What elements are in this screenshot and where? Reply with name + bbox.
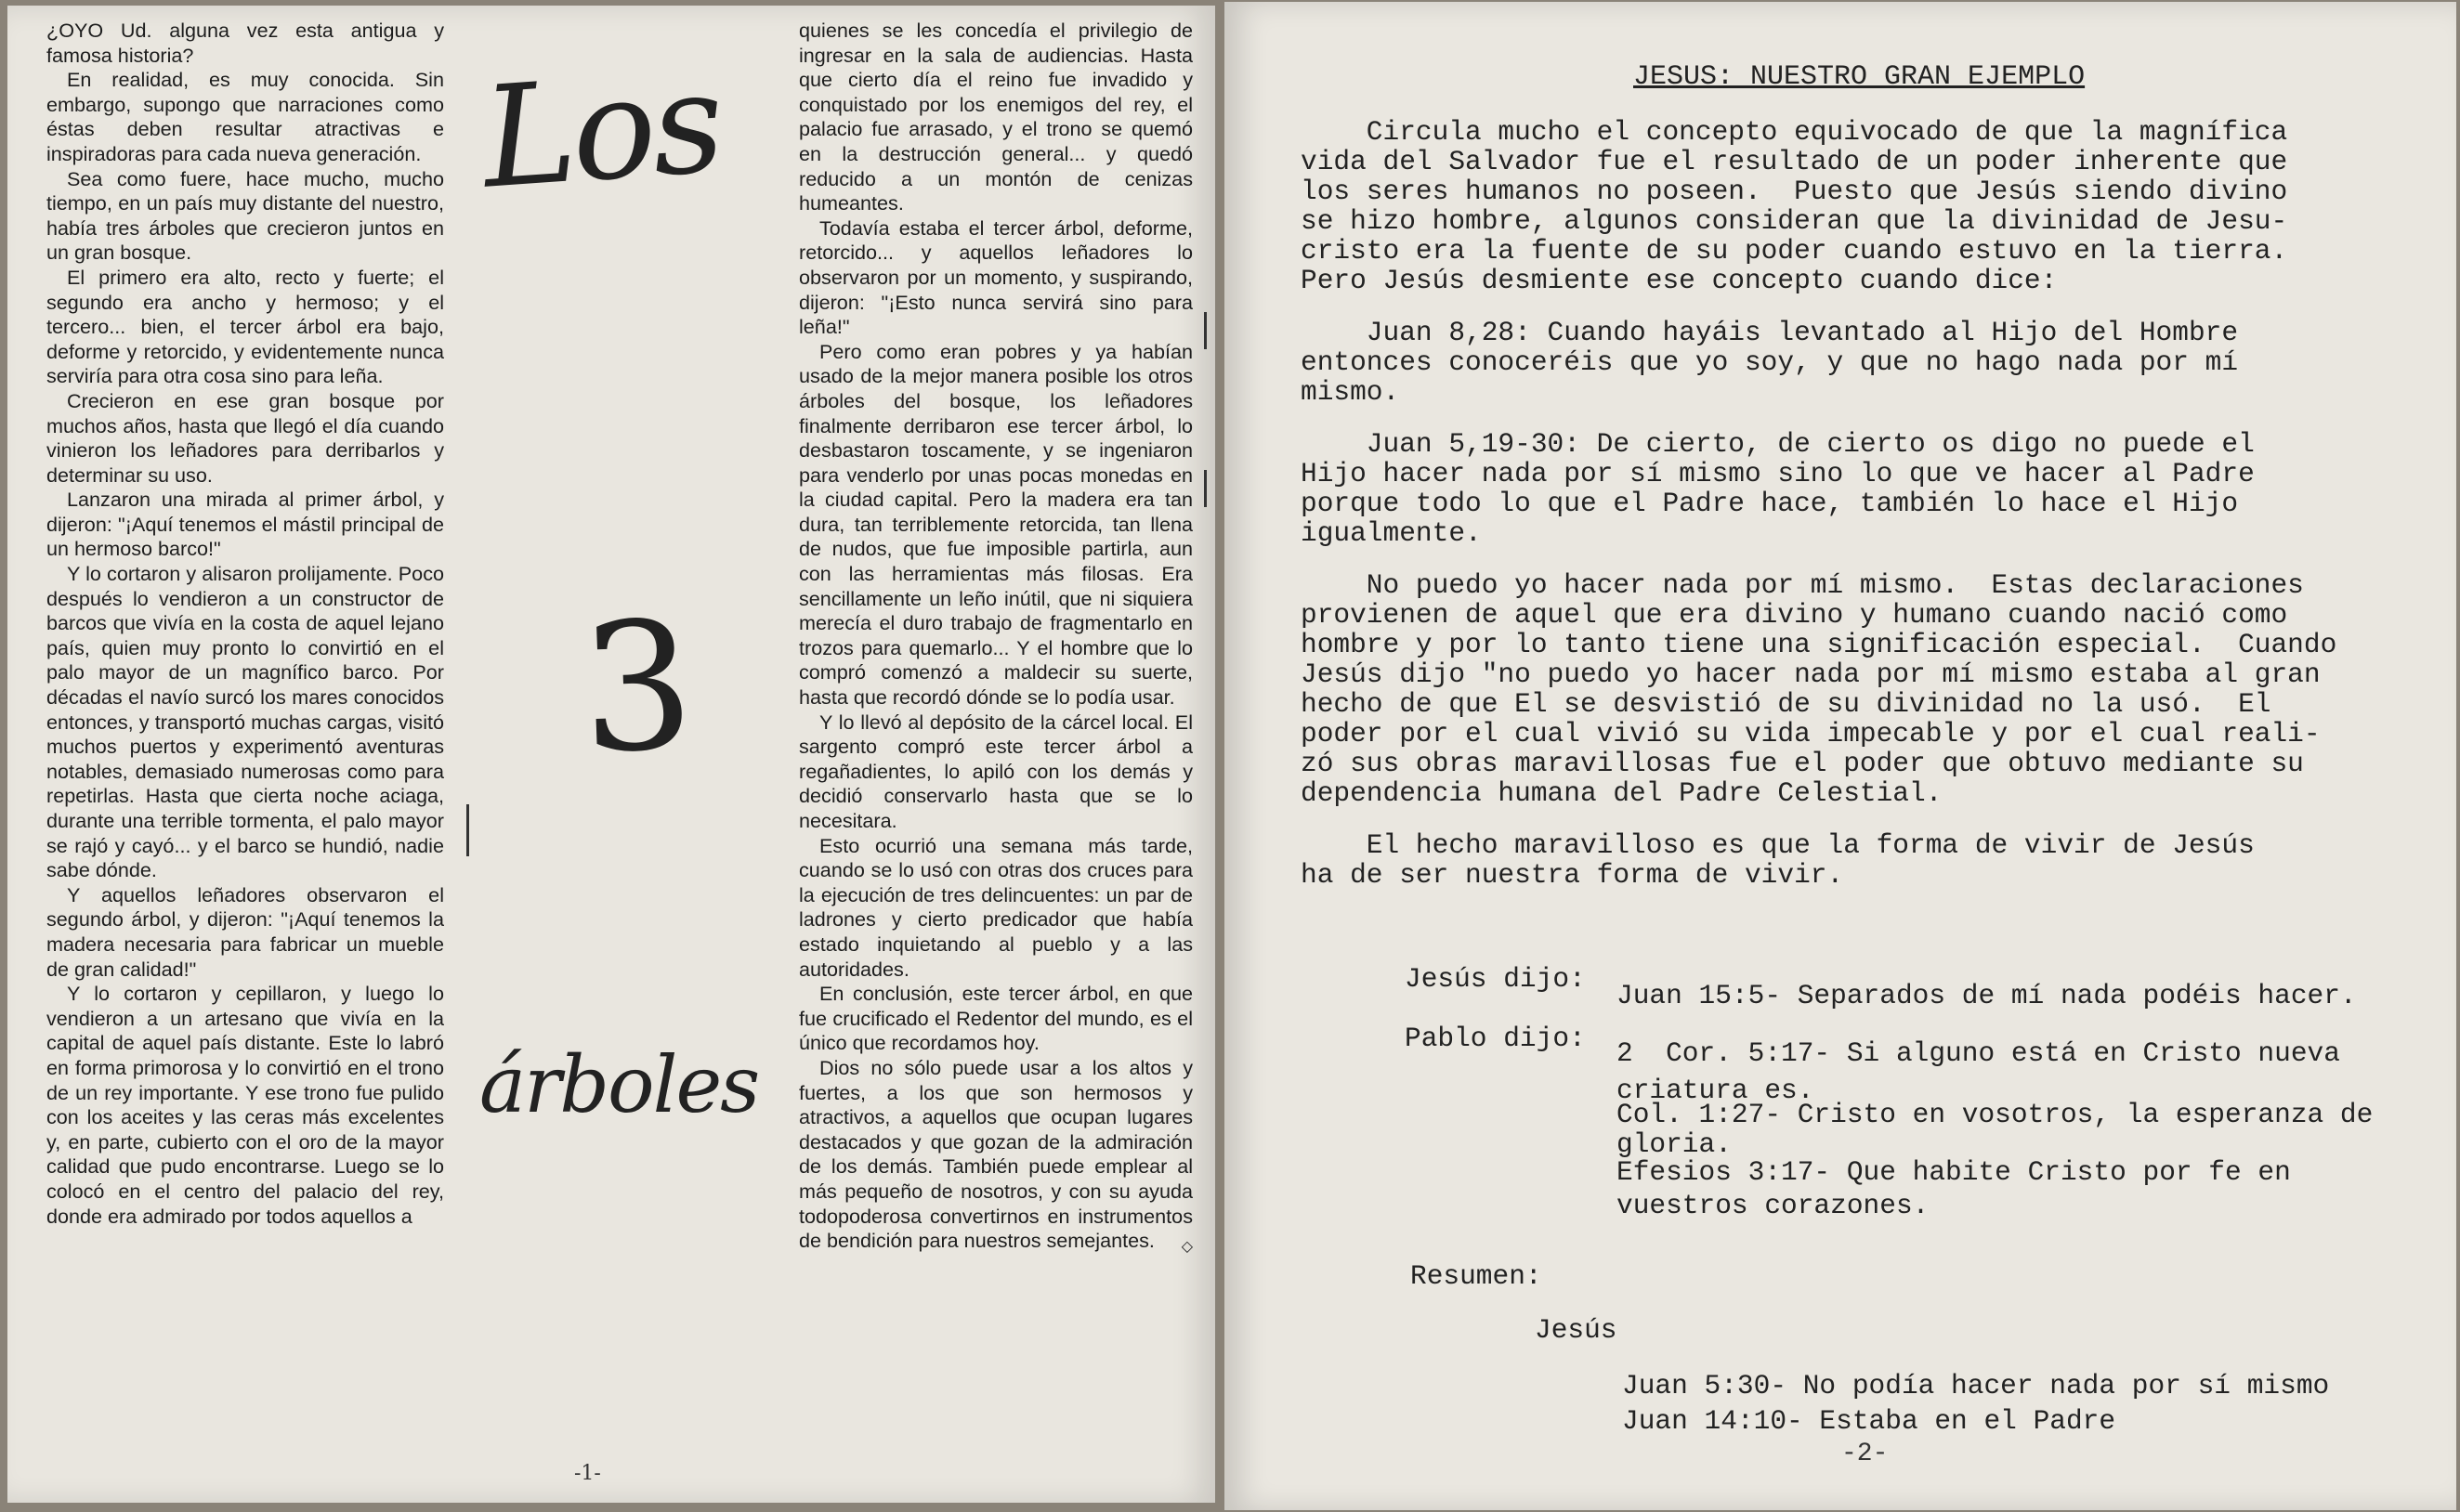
quote-line: Juan 15:5- Separados de mí nada podéis hacer. [1616, 980, 2357, 1011]
margin-mark [1204, 312, 1207, 349]
paragraph: Y aquellos leñadores observaron el segundo árbol, y dijeron: "¡Aquí tenemos la madera necesaria para fabricar un mueble de gran calidad!" [46, 882, 444, 981]
quote-line: Efesios 3:17- Que habite Cristo por fe en [1616, 1156, 2291, 1188]
text-line: Jesús dijo "no puedo yo hacer nada por mí mismo estaba al gran [1301, 658, 2321, 690]
paragraph: El primero era alto, recto y fuerte; el segundo era ancho y hermoso; y el tercero... bien, el tercer árbol era bajo, deforme y retorcido, y evidentemente nunca serviría para otra cosa sino para leña. [46, 265, 444, 388]
paragraph: ¿OYO Ud. alguna vez esta antigua y famosa historia? [46, 19, 444, 67]
paragraph: Y lo cortaron y cepillaron, y luego lo vendieron a un artesano que vivía en la capital de aquel país distante. Este lo labró en forma primorosa y lo convirtió en el trono de un rey importante. Y ese trono fue pulido con los aceites y las ceras más excelentes y, en parte, cubierto con el oro de la mayor calidad que pudo encontrarse. Luego se lo colocó en el centro del palacio del rey, donde era admirado por todos aquellos a [46, 982, 444, 1228]
left-column [46, 19, 444, 1229]
text-line: poder por el cual vivió su vida impecable y por el cual reali- [1301, 718, 2321, 749]
margin-mark [1204, 470, 1207, 507]
right-column [799, 19, 1193, 1259]
text-line: se hizo hombre, algunos consideran que la divinidad de Jesu- [1301, 205, 2288, 237]
text-line: los seres humanos no poseen. Puesto que Jesús siendo divino [1301, 176, 2288, 207]
text-line: Juan 5,19-30: De cierto, de cierto os digo no puede el [1301, 428, 2255, 460]
title-word-los: Los [478, 42, 726, 220]
paragraph: Crecieron en ese gran bosque por muchos años, hasta que llegó el día cuando vinieron los leñadores para derribarlos y determinar su uso. [46, 388, 444, 487]
end-mark-icon: ◇ [1181, 1238, 1193, 1255]
quote-speaker: Pablo dijo: [1405, 1023, 1586, 1054]
page-number: -1- [574, 1462, 601, 1485]
right-page [1224, 2, 2456, 1510]
paragraph: Y lo llevó al depósito de la cárcel local. El sargento compró este tercer árbol a regañadientes, lo apiló con los demás y decidió conservarlo hasta que se lo necesitara. [799, 710, 1193, 832]
quote-line: Col. 1:27- Cristo en vosotros, la esperanza de [1616, 1099, 2374, 1130]
text-line: zó sus obras maravillosas fue el poder que obtuvo mediante su [1301, 748, 2304, 779]
text-line: Circula mucho el concepto equivocado de que la magnífica [1301, 116, 2288, 148]
paragraph: Sea como fuere, hace mucho, mucho tiempo, en un país muy distante del nuestro, había tres árboles que crecieron juntos en un gran bosque. [46, 166, 444, 265]
text-line: No puedo yo hacer nada por mí mismo. Estas declaraciones [1301, 569, 2304, 601]
summary-line: Juan 5:30- No podía hacer nada por sí mismo [1622, 1370, 2330, 1401]
text-line: vida del Salvador fue el resultado de un poder inherente que [1301, 146, 2288, 177]
text-line: hombre y por lo tanto tiene una significación especial. Cuando [1301, 629, 2337, 660]
quote-line: vuestros corazones. [1616, 1190, 1930, 1221]
text-line: Pero Jesús desmiente ese concepto cuando dice: [1301, 265, 2058, 296]
title-word-arboles: árboles [479, 1039, 759, 1130]
paragraph: Y lo cortaron y alisaron prolijamente. Poco después lo vendieron a un constructor de barcos que vivía en la costa de aquel lejano país, quien muy pronto lo convirtió en el palo mayor de un magnífico barco. Por décadas el navío surcó los mares conocidos entonces, y transportó muchas cargas, visitó muchos puertos y experimentó aventuras notables, demasiado numerosas como para repetirlas. Hasta que cierta noche aciaga, durante una terrible tormenta, el palo mayor se rajó y cayó... y el barco se hundió, nadie sabe dónde. [46, 562, 444, 882]
paragraph: quienes se les concedía el privilegio de ingresar en la sala de audiencias. Hasta que cierto día el reino fue invadido y conquistado por los enemigos del rey, el palacio fue arrasado, y el trono se quemó en la destrucción general... y quedó reducido a un montón de cenizas humeantes. [799, 19, 1193, 215]
text-line: entonces conoceréis que yo soy, y que no hago nada por mí [1301, 346, 2239, 378]
text-line: El hecho maravilloso es que la forma de vivir de Jesús [1301, 829, 2255, 861]
margin-mark [466, 804, 469, 856]
text-line: hecho de que El se desvistió de su divinidad no la usó. El [1301, 688, 2271, 720]
summary-label: Resumen: [1410, 1260, 1542, 1292]
blank-line [1301, 808, 2336, 830]
paragraph: Esto ocurrió una semana más tarde, cuando se lo usó con otras dos cruces para la ejecución de tres delincuentes: un par de ladrones y cierto predicador que había estado inquietando al pueblo y a las autoridades. [799, 833, 1193, 981]
title-number: 3 [578, 582, 698, 793]
blank-line [1301, 295, 2336, 318]
paragraph: En conclusión, este tercer árbol, en que fue crucificado el Redentor del mundo, es el único que recordamos hoy. [799, 982, 1193, 1055]
paragraph: Lanzaron una mirada al primer árbol, y dijeron: "¡Aquí tenemos el mástil principal de un hermoso barco!" [46, 488, 444, 561]
text-line: Juan 8,28: Cuando hayáis levantado al Hijo del Hombre [1301, 317, 2239, 348]
paragraph: Todavía estaba el tercer árbol, deforme, retorcido... y aquellos leñadores lo observaron por un momento, y suspirando, dijeron: "¡Esto nunca servirá sino para leña!" [799, 215, 1193, 339]
paragraph: Dios no sólo puede usar a los altos y fuertes, a los que son hermosos y atractivos, a aquellos que ocupan lugares destacados y que gozan de la admiración de los demás. También puede emplear al más pequeño de nosotros, y con su ayuda todopoderosa convertirnos en instrumentos de bendición para nuestros semejantes. [799, 1055, 1193, 1253]
text-line: mismo. [1301, 376, 1400, 408]
blank-line [1301, 548, 2336, 570]
summary-line: Juan 14:10- Estaba en el Padre [1622, 1405, 2116, 1437]
body-text [1301, 117, 2336, 890]
text-line: cristo era la fuente de su poder cuando estuvo en la tierra. [1301, 235, 2288, 267]
text-line: dependencia humana del Padre Celestial. [1301, 777, 1943, 809]
summary-speaker: Jesús [1535, 1314, 1617, 1346]
quote-line: gloria. [1616, 1128, 1732, 1160]
paragraph: En realidad, es muy conocida. Sin embargo, supongo que narraciones como éstas deben resultar atractivas e inspiradoras para cada nueva generación. [46, 68, 444, 165]
text-line: Hijo hacer nada por sí mismo sino lo que ve hacer al Padre [1301, 458, 2255, 489]
text-line: provienen de aquel que era divino y humano cuando nació como [1301, 599, 2288, 631]
paragraph: Pero como eran pobres y ya habían usado de la mejor manera posible los otros árboles del bosque, los leñadores finalmente derribaron ese tercer árbol, lo desbastaron toscamente, y se ingeniaron para venderlo por unas pocas monedas en la ciudad capital. Pero la madera era tan dura, tan terriblemente retorcida, tan llena de nudos, que fue imposible partirla, aun con las herramientas más filosas. Era sencillamente un leño inútil, que ni siquiera merecía el duro trabajo de fragmentarlo en trozos para quemarlo... Y el hombre que lo compró comenzó a maldecir su suerte, hasta que recordó dónde se lo podía usar. [799, 339, 1193, 710]
quote-speaker: Jesús dijo: [1405, 963, 1586, 995]
blank-line [1301, 407, 2336, 429]
quote-line: 2 Cor. 5:17- Si alguno está en Cristo nueva [1616, 1037, 2340, 1069]
text-line: porque todo lo que el Padre hace, también lo hace el Hijo [1301, 488, 2239, 519]
quote-line: criatura es. [1616, 1075, 1814, 1106]
text-line: igualmente. [1301, 517, 1482, 549]
text-line: ha de ser nuestra forma de vivir. [1301, 859, 1844, 891]
story-title [463, 43, 769, 1436]
page-number: -2- [1841, 1440, 1889, 1468]
left-page [7, 6, 1215, 1503]
page-title: JESUS: NUESTRO GRAN EJEMPLO [1633, 61, 2086, 93]
